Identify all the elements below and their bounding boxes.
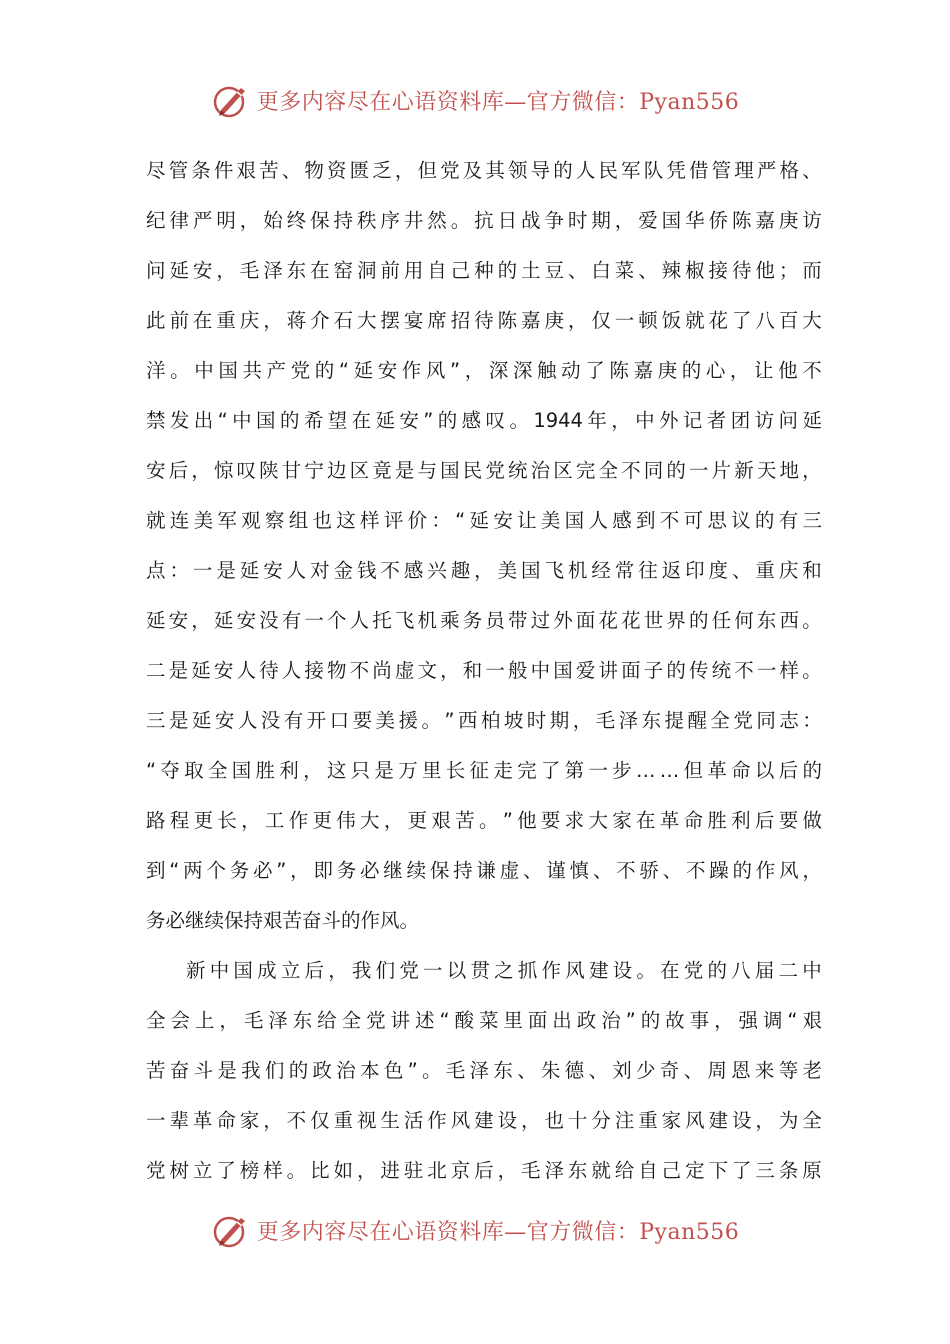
paragraph: [146, 946, 822, 1196]
header-watermark: [0, 78, 950, 122]
text-line: 就 连 美 军 观 察 组 也 这 样 评 价 ： “ 延 安 让 美 国 人 感 到 不 可 思 议 的 有 三: [146, 509, 822, 532]
text-line: 安 后 ， 惊 叹 陕 甘 宁 边 区 竟 是 与 国 民 党 统 治 区 完 全 不 同 的 一 片 新 天 地 ，: [146, 459, 822, 482]
footer-watermark: [0, 1208, 950, 1252]
watermark-text: 更多内容尽在心语资料库—官方微信：Pyan556: [256, 89, 740, 115]
text-line: 点 ： 一 是 延 安 人 对 金 钱 不 感 兴 趣 ， 美 国 飞 机 经 常 往 返 印 度 、 重 庆 和: [146, 559, 822, 582]
text-line: 问 延 安 ， 毛 泽 东 在 窑 洞 前 用 自 己 种 的 土 豆 、 白 菜 、 辣 椒 接 待 他 ； 而: [146, 259, 822, 282]
text-line: 全 会 上 ， 毛 泽 东 给 全 党 讲 述 “ 酸 菜 里 面 出 政 治 ” 的 故 事 ， 强 调 “ 艰: [146, 1009, 822, 1032]
text-line: 洋 。 中 国 共 产 党 的 “ 延 安 作 风 ” ， 深 深 触 动 了 陈 嘉 庚 的 心 ， 让 他 不: [146, 359, 822, 382]
text-line: 延 安 ， 延 安 没 有 一 个 人 托 飞 机 乘 务 员 带 过 外 面 花 花 世 界 的 任 何 东 西 。: [146, 609, 822, 632]
document-body: [146, 146, 822, 1196]
pen-logo-icon: [211, 80, 251, 120]
text-line: 此 前 在 重 庆 ， 蒋 介 石 大 摆 宴 席 招 待 陈 嘉 庚 ， 仅 一 顿 饭 就 花 了 八 百 大: [146, 309, 822, 332]
text-line: 二 是 延 安 人 待 人 接 物 不 尚 虚 文 ， 和 一 般 中 国 爱 讲 面 子 的 传 统 不 一 样 。: [146, 659, 822, 682]
text-line: 务必继续保持艰苦奋斗的作风。: [146, 909, 420, 932]
text-line: 禁 发 出 “ 中 国 的 希 望 在 延 安 ” 的 感 叹 。 1944 年 ， 中 外 记 者 团 访 问 延: [146, 409, 822, 432]
text-line: 路 程 更 长 ， 工 作 更 伟 大 ， 更 艰 苦 。 ” 他 要 求 大 家 在 革 命 胜 利 后 要 做: [146, 809, 822, 832]
text-line: 苦 奋 斗 是 我 们 的 政 治 本 色 ” 。 毛 泽 东 、 朱 德 、 刘 少 奇 、 周 恩 来 等 老: [146, 1059, 822, 1082]
text-line: 纪 律 严 明 ， 始 终 保 持 秩 序 井 然 。 抗 日 战 争 时 期 ， 爱 国 华 侨 陈 嘉 庚 访: [146, 209, 822, 232]
text-line: 党 树 立 了 榜 样 。 比 如 ， 进 驻 北 京 后 ， 毛 泽 东 就 给 自 己 定 下 了 三 条 原: [146, 1159, 822, 1182]
text-line: 三 是 延 安 人 没 有 开 口 要 美 援 。 ” 西 柏 坡 时 期 ， 毛 泽 东 提 醒 全 党 同 志 ：: [146, 709, 822, 732]
watermark-text: 更多内容尽在心语资料库—官方微信：Pyan556: [256, 1219, 740, 1245]
text-line: 一 辈 革 命 家 ， 不 仅 重 视 生 活 作 风 建 设 ， 也 十 分 注 重 家 风 建 设 ， 为 全: [146, 1109, 822, 1132]
text-line: 到 “ 两 个 务 必 ” ， 即 务 必 继 续 保 持 谦 虚 、 谨 慎 、 不 骄 、 不 躁 的 作 风 ，: [146, 859, 822, 882]
paragraph: [146, 146, 822, 946]
text-line: 尽 管 条 件 艰 苦 、 物 资 匮 乏 ， 但 党 及 其 领 导 的 人 民 军 队 凭 借 管 理 严 格 、: [146, 159, 822, 182]
text-line: 新 中 国 成 立 后 ， 我 们 党 一 以 贯 之 抓 作 风 建 设 。 在 党 的 八 届 二 中: [186, 959, 822, 982]
text-line: “ 夺 取 全 国 胜 利 ， 这 只 是 万 里 长 征 走 完 了 第 一 步 … … 但 革 命 以 后 的: [146, 759, 822, 782]
pen-logo-icon: [211, 1210, 251, 1250]
